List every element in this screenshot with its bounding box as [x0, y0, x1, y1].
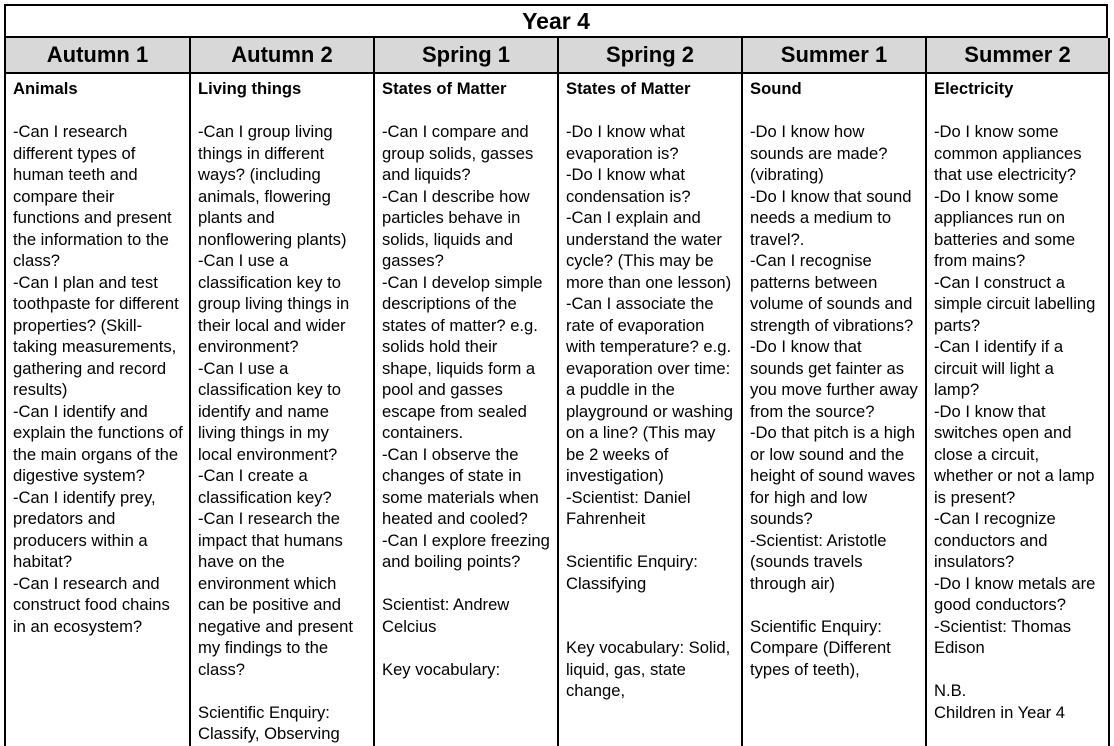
term-header-summer-1: Summer 1 [743, 38, 927, 74]
topic-title: Animals [13, 79, 78, 98]
term-cell-spring-1 [375, 74, 559, 746]
term-content: -Can I research different types of human teeth and compare their functions and present the information to the class? -Can I plan and test toothpaste for different properties? (Skill- taking measurements, gathering and record results) -Can I identify and explain the functions of the main organs of the digestive system? -Can I identify prey, predators and producers within a habitat? -Can I research and construct food chains in an ecosystem? [13, 122, 183, 636]
topic-title: States of Matter [566, 79, 691, 98]
term-cell-autumn-1 [6, 74, 191, 746]
term-content: -Can I compare and group solids, gasses and liquids? -Can I describe how particles behave in solids, liquids and gasses? -Can I develop simple descriptions of the states of matter? e.g. solids hold their shape, liquids form a pool and gasses escape from sealed containers. -Can I observe the changes of state in some materials when heated and cooled? -Can I explore freezing and boiling points? Scientist: Andrew Celcius Key vocabulary: [382, 122, 550, 679]
term-content: -Do I know some common appliances that use electricity? -Do I know some appliances run on batteries and some from mains? -Can I construct a simple circuit labelling parts? -Can I identify if a circuit will light a lamp? -Do I know that switches open and close a circuit, whether or not a lamp is present? -Can I recognize conductors and insulators? -Do I know metals are good conductors? -Scientist: Thomas Edison N.B. Children in Year 4 [934, 122, 1096, 722]
term-header-autumn-1: Autumn 1 [6, 38, 191, 74]
year-title: Year 4 [4, 4, 1108, 38]
curriculum-table [4, 38, 1108, 746]
topic-title: Living things [198, 79, 302, 98]
term-content: -Do I know what evaporation is? -Do I know what condensation is? -Can I explain and understand the water cycle? (This may be more than one lesson) -Can I associate the rate of evaporation with temperature? e.g. evaporation over time: a puddle in the playground or washing on a line? (This may be 2 weeks of investigation) -Scientist: Daniel Fahrenheit Scientific Enquiry: Classifying Key vocabulary: Solid, liquid, gas, state change, [566, 122, 733, 700]
term-header-summer-2: Summer 2 [927, 38, 1110, 74]
topic-title: Sound [750, 79, 802, 98]
topic-title: States of Matter [382, 79, 507, 98]
term-content: -Can I group living things in different ways? (including animals, flowering plants and nonflowering plants) -Can I use a classification key to group living things in their local and wider environment? -Can I use a classification key to identify and name living things in my local environment? -Can I create a classification key? -Can I research the impact that humans have on the environment which can be positive and negative and present my findings to the class? Scientific Enquiry: Classify, Observing [198, 122, 353, 743]
term-header-spring-1: Spring 1 [375, 38, 559, 74]
topic-title: Electricity [934, 79, 1014, 98]
term-header-autumn-2: Autumn 2 [191, 38, 375, 74]
term-content: -Do I know how sounds are made? (vibrating) -Do I know that sound needs a medium to travel?. -Can I recognise patterns between volume of sounds and strength of vibrations? -Do I know that sounds get fainter as you move further away from the source? -Do that pitch is a high or low sound and the height of sound waves for high and low sounds? -Scientist: Aristotle (sounds travels through air) Scientific Enquiry: Compare (Different types of teeth), [750, 122, 918, 679]
term-header-spring-2: Spring 2 [559, 38, 743, 74]
term-cell-autumn-2 [191, 74, 375, 746]
term-cell-summer-2 [927, 74, 1110, 746]
term-cell-summer-1 [743, 74, 927, 746]
term-cell-spring-2 [559, 74, 743, 746]
